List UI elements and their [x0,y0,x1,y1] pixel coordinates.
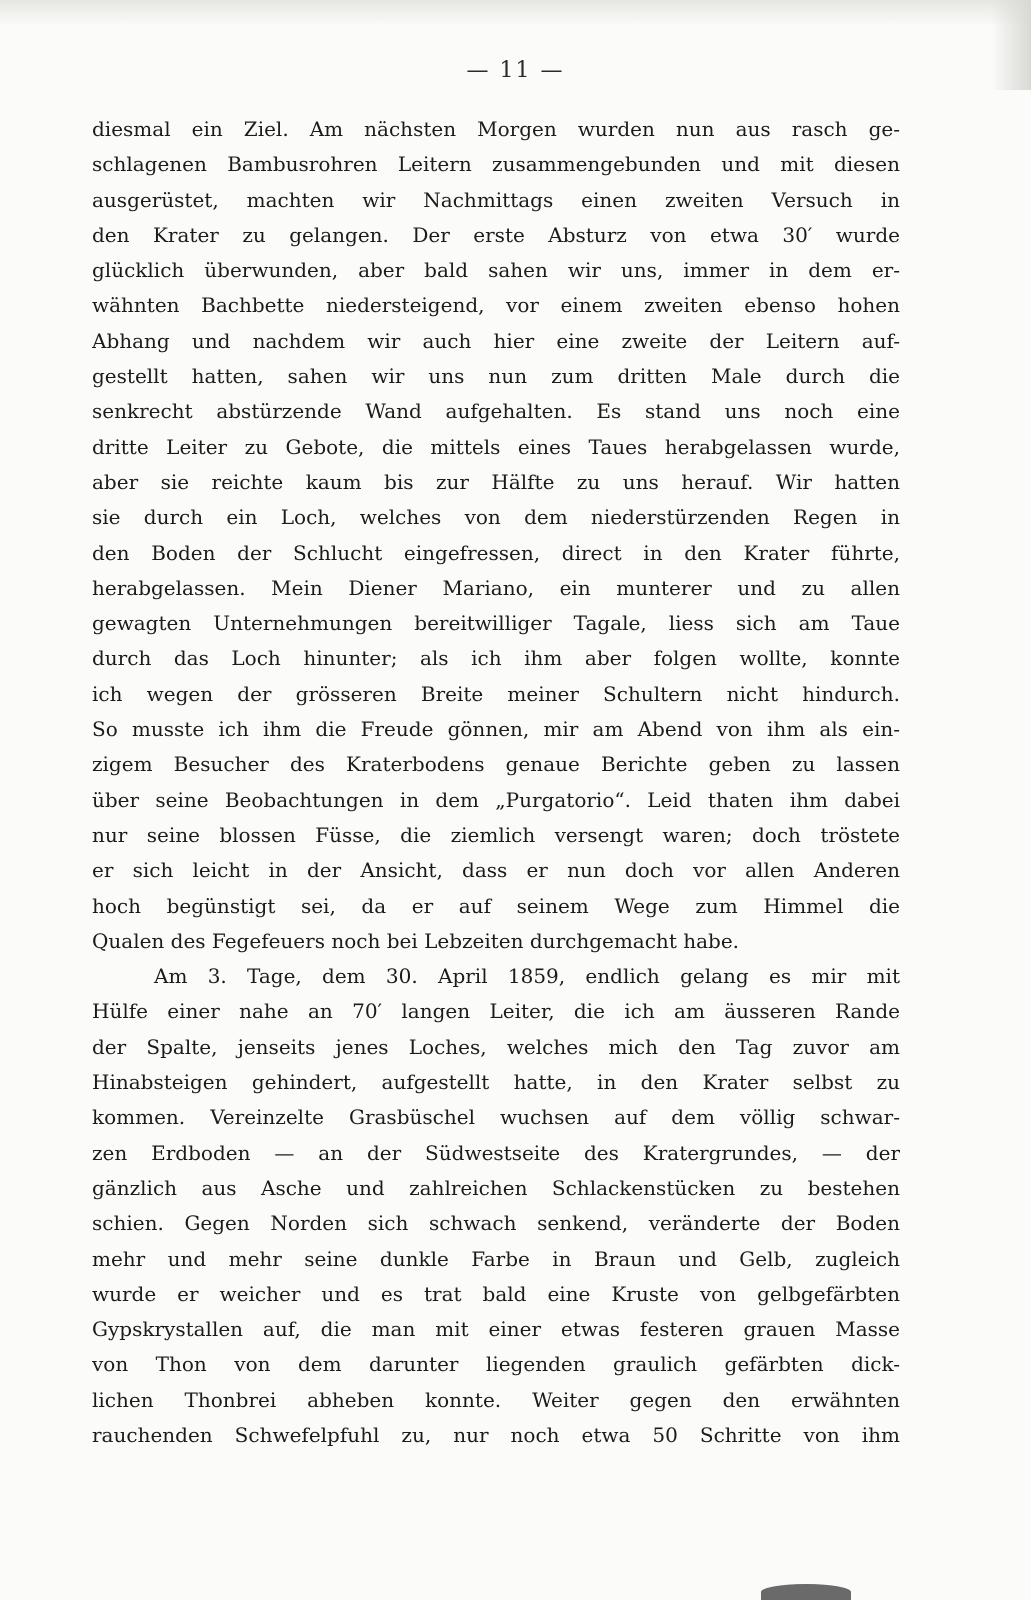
text-line: Abhang und nachdem wir auch hier eine zweite der Leitern auf- [92,328,900,353]
text-line: den Krater zu gelangen. Der erste Absturz von etwa 30′ wurde [92,222,900,247]
text-line: herabgelassen. Mein Diener Mariano, ein munterer und zu allen [92,575,900,600]
text-line: von Thon von dem darunter liegenden graulich gefärbten dick- [92,1352,900,1377]
text-line: kommen. Vereinzelte Grasbüschel wuchsen auf dem völlig schwar- [92,1105,900,1130]
text-line: aber sie reichte kaum bis zur Hälfte zu uns herauf. Wir hatten [92,469,900,494]
text-line: wurde er weicher und es trat bald eine Kruste von gelbgefärbten [92,1281,900,1306]
text-line: schlagenen Bambusrohren Leitern zusammengebunden und mit diesen [92,152,900,177]
text-line: zen Erdboden — an der Südwestseite des Kratergrundes, — der [92,1140,900,1165]
body-text [92,112,900,1453]
text-line: durch das Loch hinunter; als ich ihm aber folgen wollte, konnte [92,646,900,671]
text-line: nur seine blossen Füsse, die ziemlich versengt waren; doch tröstete [92,822,900,847]
text-line: über seine Beobachtungen in dem „Purgatorio“. Leid thaten ihm dabei [92,787,900,812]
text-line: Hülfe einer nahe an 70′ langen Leiter, die ich am äusseren Rande [92,999,900,1024]
text-line: rauchenden Schwefelpfuhl zu, nur noch etwa 50 Schritte von ihm [92,1422,900,1447]
text-line: der Spalte, jenseits jenes Loches, welches mich den Tag zuvor am [92,1034,900,1059]
text-line: dritte Leiter zu Gebote, die mittels eines Taues herabgelassen wurde, [92,434,900,459]
text-line: hoch begünstigt sei, da er auf seinem Wege zum Himmel die [92,893,900,918]
text-line: Gypskrystallen auf, die man mit einer etwas festeren grauen Masse [92,1317,900,1342]
text-line: gewagten Unternehmungen bereitwilliger Tagale, liess sich am Taue [92,611,900,636]
page-number: — 11 — [466,58,565,83]
page-top-shadow [0,0,1031,26]
scan-smudge [761,1584,851,1600]
paragraph-start-line: Am 3. Tage, dem 30. April 1859, endlich gelang es mir mit [154,964,900,989]
text-line: Hinabsteigen gehindert, aufgestellt hatte, in den Krater selbst zu [92,1070,900,1095]
text-line: So musste ich ihm die Freude gönnen, mir am Abend von ihm als ein- [92,717,900,742]
text-line: lichen Thonbrei abheben konnte. Weiter gegen den erwähnten [92,1387,900,1412]
text-line: mehr und mehr seine dunkle Farbe in Braun und Gelb, zugleich [92,1246,900,1271]
text-line: gänzlich aus Asche und zahlreichen Schlackenstücken zu bestehen [92,1175,900,1200]
text-line: senkrecht abstürzende Wand aufgehalten. Es stand uns noch eine [92,399,900,424]
text-line: sie durch ein Loch, welches von dem niederstürzenden Regen in [92,505,900,530]
text-line: gestellt hatten, sahen wir uns nun zum dritten Male durch die [92,364,900,389]
text-line: ausgerüstet, machten wir Nachmittags einen zweiten Versuch in [92,187,900,212]
text-line: glücklich überwunden, aber bald sahen wir uns, immer in dem er- [92,258,900,283]
text-line: ich wegen der grösseren Breite meiner Schultern nicht hindurch. [92,681,900,706]
text-line: er sich leicht in der Ansicht, dass er nun doch vor allen Anderen [92,858,900,883]
paragraph-end-line: Qualen des Fegefeuers noch bei Lebzeiten durchgemacht habe. [92,928,740,953]
text-line: schien. Gegen Norden sich schwach senkend, veränderte der Boden [92,1211,900,1236]
text-line: wähnten Bachbette niedersteigend, vor einem zweiten ebenso hohen [92,293,900,318]
text-line: zigem Besucher des Kraterbodens genaue Berichte geben zu lassen [92,752,900,777]
text-line: den Boden der Schlucht eingefressen, direct in den Krater führte, [92,540,900,565]
text-line: diesmal ein Ziel. Am nächsten Morgen wurden nun aus rasch ge- [92,117,900,141]
